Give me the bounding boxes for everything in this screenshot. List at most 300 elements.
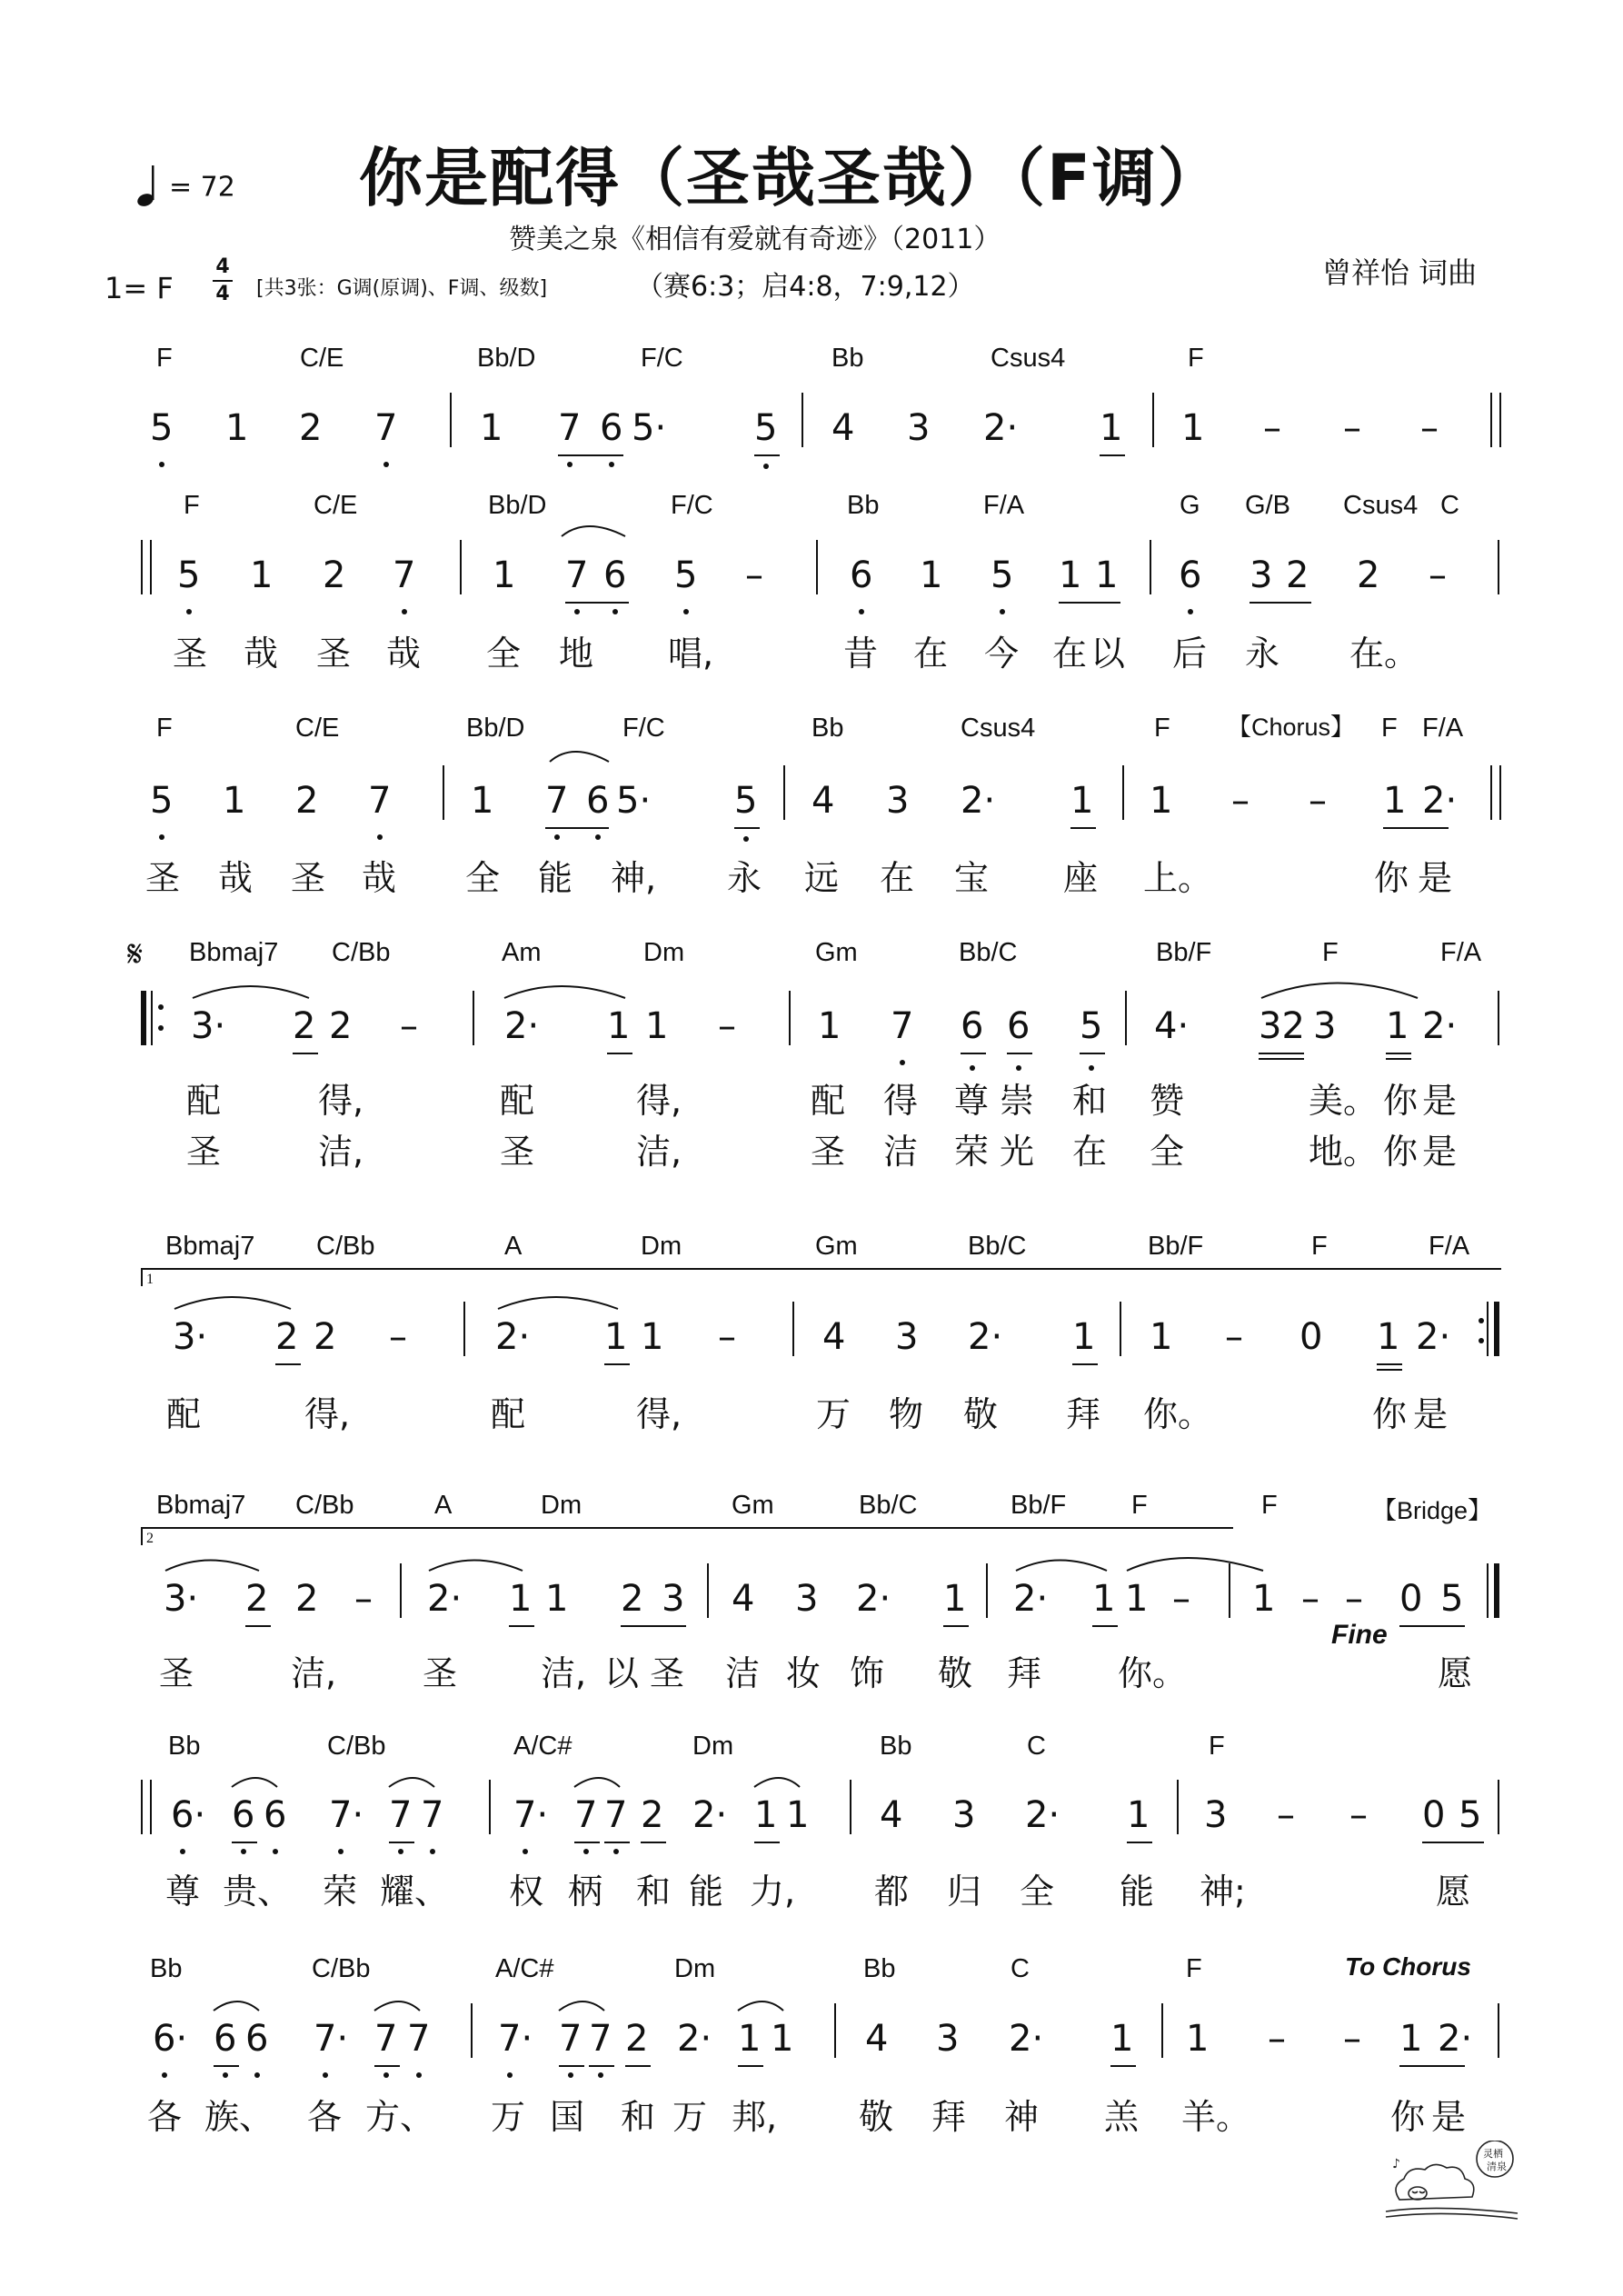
note: 7 (421, 1794, 444, 1836)
lyric: 归 (947, 1872, 982, 1912)
key-note: [共3张：G调(原调)、F调、级数] (256, 277, 548, 300)
lyric: 敬 (963, 1394, 999, 1434)
note: 1 (604, 1316, 628, 1358)
lyric: 配 (166, 1394, 202, 1434)
note: 3 (662, 1578, 685, 1620)
chord: Bb (847, 491, 880, 520)
chord: C/E (314, 491, 358, 520)
lyric: 得, (304, 1394, 351, 1434)
volta-2: 2 (141, 1527, 1233, 1545)
lyric: 你 (1374, 858, 1409, 898)
note: 5 (150, 407, 174, 449)
note: 1 (1095, 554, 1119, 596)
lyric: 洁, (318, 1132, 364, 1172)
note: 2· (983, 407, 1019, 449)
lyric: 在 (1052, 634, 1088, 674)
chord: Bb (812, 714, 844, 743)
note: 4 (831, 407, 855, 449)
lyric: 哉 (386, 634, 422, 674)
chord: A/C# (513, 1732, 573, 1761)
note: 1 (225, 407, 249, 449)
lyric: 得, (636, 1081, 682, 1121)
note: 2· (968, 1316, 1003, 1358)
chord: F/C (641, 344, 683, 373)
lyric: 圣 (173, 634, 208, 674)
sheep-logo (1381, 2141, 1522, 2222)
note: 1 (786, 1794, 810, 1836)
note: 7 (559, 2018, 582, 2060)
note: 4 (880, 1794, 903, 1836)
note: 2 (641, 1794, 664, 1836)
note: 2· (677, 2018, 712, 2060)
lyric: 以 (604, 1653, 640, 1693)
note: 2 (1357, 554, 1380, 596)
chord: Bbmaj7 (189, 938, 279, 967)
lyric: 圣 (145, 858, 181, 898)
lyric: 能 (1120, 1872, 1155, 1912)
chord: C/E (300, 344, 344, 373)
chord: A/C# (495, 1954, 554, 1983)
note: 7 (589, 2018, 612, 2060)
lyric: 地。 (1309, 1132, 1379, 1172)
lyric: 你 (1383, 1132, 1419, 1172)
chord: Bb/C (968, 1232, 1027, 1261)
note: 1 (480, 407, 503, 449)
note: 0 (1422, 1794, 1446, 1836)
lyric: 洁, (291, 1653, 337, 1693)
note: – (1343, 407, 1361, 449)
note: – (1231, 780, 1250, 822)
chord: C/Bb (332, 938, 391, 967)
note: – (389, 1316, 407, 1358)
lyric: 神, (611, 858, 657, 898)
note: 7 (558, 407, 582, 449)
note: 5 (1459, 1794, 1482, 1836)
note: 6 (214, 2018, 237, 2060)
note: 2· (692, 1794, 728, 1836)
chord: F (1186, 1954, 1202, 1983)
lyric: 饰 (850, 1653, 885, 1693)
lyric: 万 (816, 1394, 851, 1434)
note: 4 (822, 1316, 846, 1358)
note: – (1172, 1578, 1190, 1620)
note: 1 (1383, 780, 1407, 822)
lyric: 全 (465, 858, 501, 898)
lyric: 愿 (1438, 1653, 1473, 1693)
note: – (718, 1316, 736, 1358)
chord: C (1027, 1732, 1046, 1761)
note: 1 (641, 1316, 664, 1358)
chord: Dm (692, 1732, 734, 1761)
note: 7· (513, 1794, 549, 1836)
lyric: 是 (1418, 858, 1453, 898)
note: 2· (1013, 1578, 1049, 1620)
section-label-bridge: 【Bridge】 (1372, 1497, 1493, 1524)
lyric: 配 (500, 1081, 535, 1121)
note: 2 (323, 554, 346, 596)
segno-icon: 𝄋 (127, 934, 144, 974)
chord: Gm (815, 938, 858, 967)
chord: Dm (541, 1491, 582, 1520)
lyric: 敬 (859, 2097, 894, 2137)
chord: C/Bb (327, 1732, 386, 1761)
chord: Csus4 (961, 714, 1036, 743)
chord: A (504, 1232, 523, 1261)
lyric: 昔 (843, 634, 879, 674)
note: 6· (171, 1794, 206, 1836)
chord: Gm (732, 1491, 774, 1520)
time-signature: 4 4 (211, 255, 234, 307)
lyric: 得 (883, 1081, 919, 1121)
note: 5 (1440, 1578, 1464, 1620)
chord: Bb/F (1148, 1232, 1204, 1261)
note: 6 (961, 1005, 984, 1047)
lyric: 今 (984, 634, 1020, 674)
note: 1 (509, 1578, 533, 1620)
lyric: 崇 (1000, 1081, 1035, 1121)
lyric: 洁 (725, 1653, 761, 1693)
note: 1 (471, 780, 494, 822)
note: 2 (329, 1005, 353, 1047)
chord: C (1440, 491, 1459, 520)
note: 1 (1150, 1316, 1173, 1358)
lyric: 在 (880, 858, 915, 898)
note: – (1225, 1316, 1243, 1358)
chord: C (1011, 1954, 1030, 1983)
note: 1 (607, 1005, 631, 1047)
chord: Bb (831, 344, 864, 373)
chord: F (1154, 714, 1170, 743)
lyric: 全 (1150, 1132, 1185, 1172)
key-signature: 1= F (105, 271, 174, 305)
note: 6· (153, 2018, 188, 2060)
lyric: 尊 (165, 1872, 201, 1912)
lyric: 柄 (568, 1872, 603, 1912)
lyric: 你 (1372, 1394, 1408, 1434)
note: 7 (891, 1005, 914, 1047)
note: – (1345, 1578, 1363, 1620)
chord: Bb/F (1156, 938, 1212, 967)
lyric: 是 (1422, 1132, 1458, 1172)
lyric: 洁 (883, 1132, 919, 1172)
lyric: 圣 (291, 858, 326, 898)
chord: F (1261, 1491, 1278, 1520)
note: 0 (1399, 1578, 1423, 1620)
lyric: 妆 (786, 1653, 821, 1693)
lyric: 是 (1413, 1394, 1449, 1434)
chord: Bb (880, 1732, 912, 1761)
chord: Bb (863, 1954, 896, 1983)
lyric: 配 (491, 1394, 526, 1434)
chord: F (1322, 938, 1339, 967)
lyric: 洁, (541, 1653, 587, 1693)
lyric: 美。 (1309, 1081, 1379, 1121)
chord: C/Bb (312, 1954, 371, 1983)
note: 4· (1154, 1005, 1190, 1047)
chord: Bbmaj7 (156, 1491, 246, 1520)
note: – (400, 1005, 418, 1047)
note: 2· (1416, 1316, 1451, 1358)
note: 7 (389, 1794, 413, 1836)
lyric: 在 (1072, 1132, 1108, 1172)
logo-text: 灵栖 (1483, 2148, 1503, 2160)
note: – (745, 554, 763, 596)
chord: Bb/C (859, 1491, 918, 1520)
note: 3 (886, 780, 910, 822)
note: 1 (1150, 780, 1173, 822)
chord: F/A (1429, 1232, 1470, 1261)
note: 6 (586, 780, 610, 822)
note: 1 (920, 554, 943, 596)
note: 1 (1386, 1005, 1409, 1047)
note: 5 (734, 780, 758, 822)
chord: F (156, 344, 173, 373)
note: 1 (754, 1794, 778, 1836)
chord: Bb/D (488, 491, 547, 520)
chord: Dm (643, 938, 685, 967)
lyric: 力, (750, 1872, 796, 1912)
note: 2· (427, 1578, 463, 1620)
chord: Dm (674, 1954, 716, 1983)
chord: F (1311, 1232, 1328, 1261)
lyric: 配 (811, 1081, 846, 1121)
chord: A (434, 1491, 453, 1520)
note: 2 (295, 1578, 319, 1620)
lyric: 唱, (668, 634, 714, 674)
lyric: 是 (1431, 2097, 1467, 2137)
lyric: 得, (636, 1394, 682, 1434)
note: – (1263, 407, 1281, 449)
lyric: 后 (1172, 634, 1208, 674)
note: – (718, 1005, 736, 1047)
chord: F/A (983, 491, 1025, 520)
note: 2 (275, 1316, 299, 1358)
note: 6 (850, 554, 873, 596)
lyric: 你 (1383, 1081, 1419, 1121)
chord: Am (502, 938, 542, 967)
lyric: 是 (1422, 1081, 1458, 1121)
lyric: 在。 (1349, 634, 1419, 674)
note: 2· (504, 1005, 540, 1047)
lyric: 和 (1072, 1081, 1108, 1121)
chord: F (1209, 1732, 1225, 1761)
note: 7· (329, 1794, 364, 1836)
note: 3 (1250, 554, 1273, 596)
lyric: 洁, (636, 1132, 682, 1172)
note: 6 (1179, 554, 1202, 596)
lyric: 耀、 (380, 1872, 450, 1912)
lyric: 荣 (954, 1132, 990, 1172)
lyric: 各 (307, 2097, 343, 2137)
note: 6 (232, 1794, 255, 1836)
note: – (1343, 2018, 1361, 2060)
note: 3 (1313, 1005, 1337, 1047)
lyric: 哉 (362, 858, 397, 898)
note: 1 (1186, 2018, 1210, 2060)
chord: F (1131, 1491, 1148, 1520)
lyric: 永 (1245, 634, 1280, 674)
note: 5· (616, 780, 652, 822)
note: 7 (407, 2018, 431, 2060)
lyric: 权 (509, 1872, 544, 1912)
chord: F/A (1440, 938, 1482, 967)
lyric: 神 (1004, 2097, 1040, 2137)
note: – (354, 1578, 373, 1620)
note: 1 (1110, 2018, 1134, 2060)
note: – (1429, 554, 1447, 596)
chord: F (1188, 344, 1204, 373)
note: 3 (895, 1316, 919, 1358)
note: 7 (565, 554, 589, 596)
lyric: 荣 (323, 1872, 358, 1912)
note: 1 (1252, 1578, 1276, 1620)
lyric: 能 (689, 1872, 724, 1912)
note: 1 (1092, 1578, 1116, 1620)
note: 1 (545, 1578, 569, 1620)
note: 7 (393, 554, 416, 596)
note: 2· (1009, 2018, 1044, 2060)
note: 1 (1125, 1578, 1149, 1620)
note: – (1301, 1578, 1319, 1620)
tempo-marking: = 72 (136, 162, 235, 215)
chord: C/Bb (316, 1232, 375, 1261)
note: 2· (1438, 2018, 1473, 2060)
section-label-chorus: 【Chorus】 (1227, 714, 1356, 741)
note: 3· (164, 1578, 199, 1620)
lyric: 和 (621, 2097, 656, 2137)
note: 5 (991, 554, 1014, 596)
note: 5 (754, 407, 778, 449)
note: 1 (1100, 407, 1123, 449)
lyric: 你 (1390, 2097, 1426, 2137)
lyric: 羊。 (1181, 2097, 1251, 2137)
lyric: 和 (636, 1872, 672, 1912)
lyric: 圣 (159, 1653, 194, 1693)
lyric: 你。 (1143, 1394, 1213, 1434)
lyric: 光 (1000, 1132, 1035, 1172)
lyric: 万 (672, 2097, 708, 2137)
lyric: 邦, (732, 2097, 778, 2137)
lyric: 圣 (811, 1132, 846, 1172)
lyric: 全 (486, 634, 522, 674)
note: 32 (1259, 1005, 1305, 1047)
note: 7 (574, 1794, 598, 1836)
lyric: 哉 (244, 634, 279, 674)
lyric: 赞 (1150, 1081, 1185, 1121)
note: 7· (314, 2018, 349, 2060)
note: 6 (245, 2018, 269, 2060)
note: 4 (865, 2018, 889, 2060)
lyric: 贵、 (223, 1872, 293, 1912)
svg-text:清泉: 清泉 (1487, 2161, 1507, 2172)
note: 3 (795, 1578, 819, 1620)
note: 2· (1422, 1005, 1458, 1047)
lyric: 以 (1090, 634, 1126, 674)
note: 1 (1399, 2018, 1423, 2060)
note: 6 (600, 407, 623, 449)
note: 0 (1299, 1316, 1323, 1358)
note: 1 (943, 1578, 967, 1620)
chord: Dm (641, 1232, 682, 1261)
note: 2· (856, 1578, 891, 1620)
note: 7 (545, 780, 569, 822)
chord: Bbmaj7 (165, 1232, 255, 1261)
chord: C/E (295, 714, 340, 743)
lyric: 物 (889, 1394, 924, 1434)
chord: Bb (150, 1954, 183, 1983)
note: 3 (907, 407, 931, 449)
chord: Bb/F (1011, 1491, 1067, 1520)
chord: F/C (622, 714, 665, 743)
subtitle: 赞美之泉《相信有爱就有奇迹》（2011） (509, 224, 1001, 255)
page-title: 你是配得（圣哉圣哉）（F调） (359, 141, 1223, 215)
note: 1 (771, 2018, 794, 2060)
lyric: 在 (913, 634, 949, 674)
lyric: 宝 (954, 858, 990, 898)
lyric: 配 (186, 1081, 222, 1121)
note: – (1277, 1794, 1295, 1836)
note: 3· (173, 1316, 208, 1358)
note: 7 (368, 780, 392, 822)
chord: Bb/C (959, 938, 1018, 967)
note: 1 (250, 554, 274, 596)
lyric: 全 (1020, 1872, 1055, 1912)
note: 2· (1025, 1794, 1060, 1836)
note: – (1268, 2018, 1286, 2060)
note: – (1420, 407, 1439, 449)
lyric: 永 (727, 858, 762, 898)
lyric: 都 (874, 1872, 910, 1912)
note: 2 (314, 1316, 337, 1358)
lyric: 你。 (1118, 1653, 1188, 1693)
note: 1 (645, 1005, 669, 1047)
note: 5· (632, 407, 667, 449)
note: 3 (952, 1794, 976, 1836)
lyric: 拜 (1066, 1394, 1101, 1434)
note: 2 (245, 1578, 269, 1620)
note: 6 (1007, 1005, 1031, 1047)
note: 1 (1127, 1794, 1150, 1836)
note: 2· (1422, 780, 1458, 822)
lyric: 哉 (218, 858, 254, 898)
lyric: 得, (318, 1081, 364, 1121)
chord: Gm (815, 1232, 858, 1261)
note: 7· (498, 2018, 533, 2060)
chord: Bb/D (477, 344, 536, 373)
svg-text:♪: ♪ (1392, 2157, 1400, 2171)
chord: F/C (671, 491, 713, 520)
chord: F/A (1422, 714, 1464, 743)
note: 2 (299, 407, 323, 449)
note: 2 (1286, 554, 1309, 596)
note: 1 (738, 2018, 762, 2060)
note: 4 (812, 780, 835, 822)
note: 5 (1080, 1005, 1103, 1047)
lyric: 圣 (316, 634, 352, 674)
note: 4 (732, 1578, 755, 1620)
chord: F (156, 714, 173, 743)
lyric: 圣 (186, 1132, 222, 1172)
note: 2· (961, 780, 996, 822)
note: 1 (223, 780, 246, 822)
lyric: 神; (1200, 1872, 1246, 1912)
chord: Csus4 (1343, 491, 1419, 520)
chord: Csus4 (991, 344, 1066, 373)
lyric: 圣 (650, 1653, 685, 1693)
note: 5 (674, 554, 698, 596)
lyric: 万 (491, 2097, 526, 2137)
note: 1 (1377, 1316, 1400, 1358)
